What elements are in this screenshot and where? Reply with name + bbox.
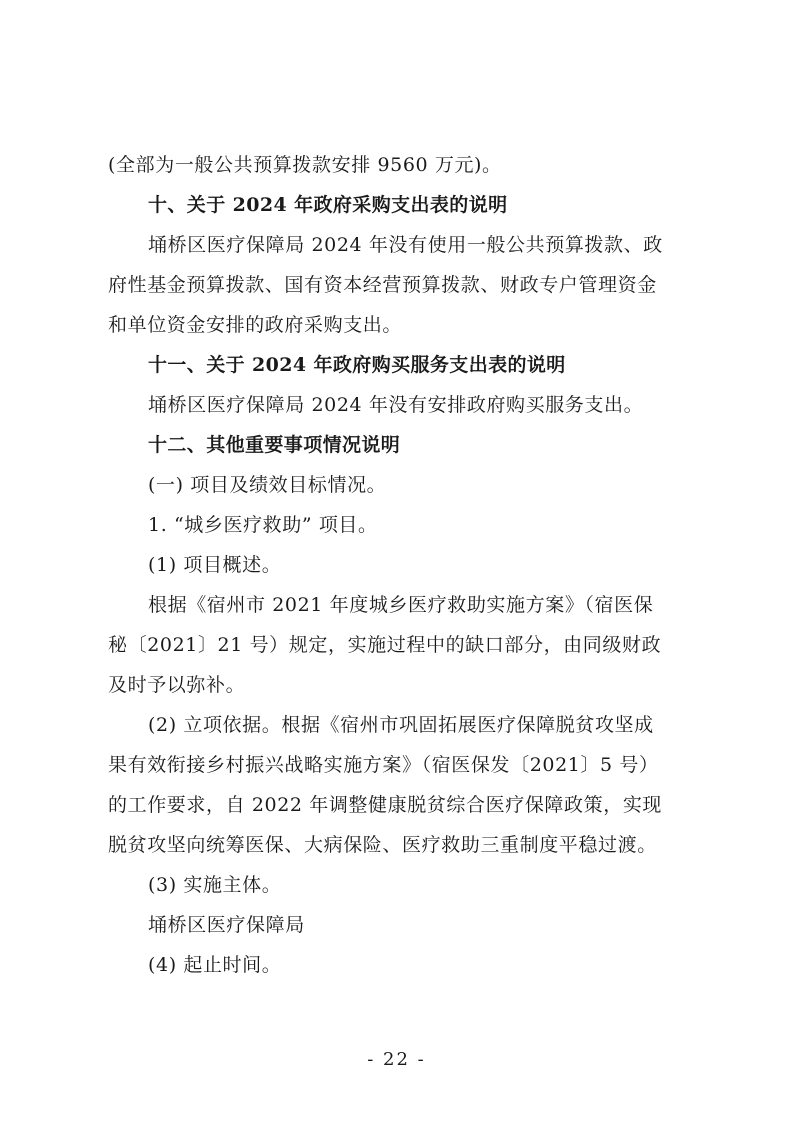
section-heading-11: 十一、关于 2024 年政府购买服务支出表的说明 — [148, 354, 566, 376]
item-overview-heading: (1) 项目概述。 — [148, 554, 282, 576]
page-number: - 22 - — [367, 1049, 426, 1070]
paragraph-procurement-line-2: 府性基金预算拨款、国有资本经营预算拨款、财政专户管理资金 — [108, 274, 657, 296]
section-heading-10: 十、关于 2024 年政府采购支出表的说明 — [148, 194, 508, 216]
section-heading-12: 十二、其他重要事项情况说明 — [148, 434, 401, 456]
paragraph-basis-line-2: 果有效衔接乡村振兴战略实施方案》（宿医保发〔2021〕5 号） — [108, 754, 659, 776]
paragraph-procurement-line-3: 和单位资金安排的政府采购支出。 — [108, 314, 403, 336]
paragraph-funding-note: (全部为一般公共预算拨款安排 9560 万元)。 — [108, 154, 502, 176]
paragraph-basis-line-4: 脱贫攻坚向统筹医保、大病保险、医疗救助三重制度平稳过渡。 — [108, 834, 657, 856]
project-title: 1. “城乡医疗救助” 项目。 — [148, 514, 378, 536]
paragraph-procurement-line-1: 埇桥区医疗保障局 2024 年没有使用一般公共预算拨款、政 — [148, 234, 663, 256]
paragraph-overview-line-1: 根据《宿州市 2021 年度城乡医疗救助实施方案》（宿医保 — [148, 594, 654, 616]
paragraph-services: 埇桥区医疗保障局 2024 年没有安排政府购买服务支出。 — [148, 394, 644, 416]
item-period-heading: (4) 起止时间。 — [148, 954, 282, 976]
item-subject-value: 埇桥区医疗保障局 — [148, 914, 305, 936]
paragraph-basis-line-1: (2) 立项依据。根据《宿州市巩固拓展医疗保障脱贫攻坚成 — [148, 714, 654, 736]
paragraph-basis-line-3: 的工作要求，自 2022 年调整健康脱贫综合医疗保障政策，实现 — [108, 794, 663, 816]
subsection-heading-1: (一) 项目及绩效目标情况。 — [148, 474, 387, 496]
item-subject-heading: (3) 实施主体。 — [148, 874, 282, 896]
paragraph-overview-line-3: 及时予以弥补。 — [108, 674, 246, 696]
paragraph-overview-line-2: 秘〔2021〕21 号）规定，实施过程中的缺口部分，由同级财政 — [108, 634, 662, 656]
